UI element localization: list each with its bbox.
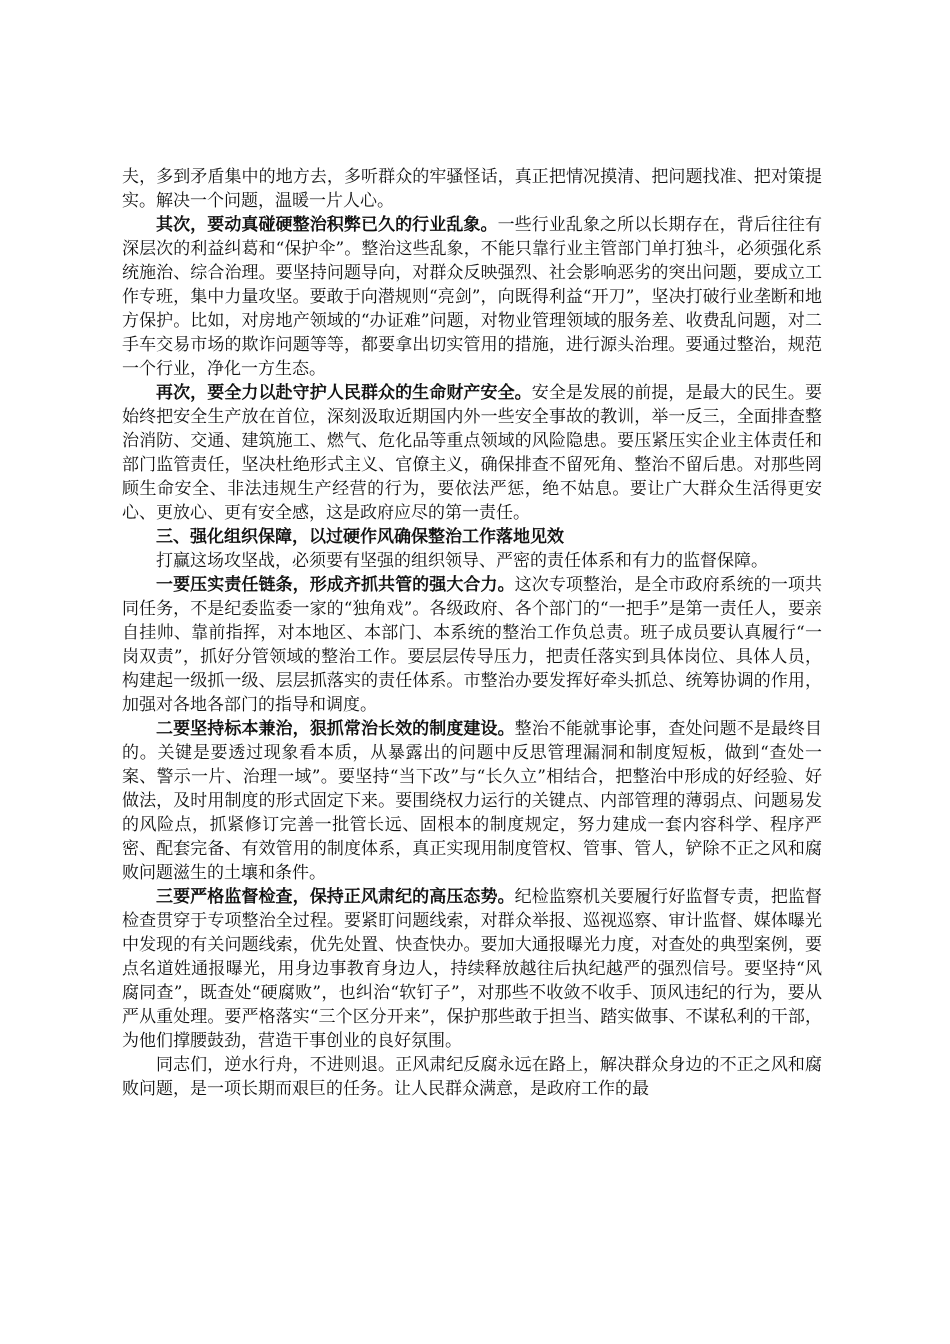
paragraph-intro	[122, 549, 822, 573]
paragraph-lead: 再次，要全力以赴守护人民群众的生命财产安全。	[156, 383, 532, 403]
paragraph-text: 安全是发展的前提，是最大的民生。要始终把安全生产放在首位，深刻汲取近期国内外一些安全事故的教训，举一反三，全面排查整治消防、交通、建筑施工、燃气、危化品等重点领域的风险隐患。要压紧压实企业主体责任和部门监管责任，坚决杜绝形式主义、官僚主义，确保排查不留死角、整治不留后患。对那些罔顾生命安全、非法违规生产经营的行为，要依法严惩，绝不姑息。要让广大群众生活得更安心、更放心、更有安全感，这是政府应尽的第一责任。	[122, 383, 823, 523]
paragraph-lead: 一要压实责任链条，形成齐抓共管的强大合力。	[156, 575, 515, 595]
paragraph-text: 一些行业乱象之所以长期存在，背后往往有深层次的利益纠葛和“保护伞”。整治这些乱象，不能只靠行业主管部门单打独斗，必须强化系统施治、综合治理。要坚持问题导向，对群众反映强烈、社会影响恶劣的突出问题，要成立工作专班，集中力量攻坚。要敢于向潜规则“亮剑”，向既得利益“开刀”，坚决打破行业垄断和地方保护。比如，对房地产领域的“办证难”问题，对物业管理领域的服务差、收费乱问题，对二手车交易市场的欺诈问题等等，都要拿出切实管用的措施，进行源头治理。要通过整治，规范一个行业，净化一方生态。	[122, 215, 822, 379]
paragraph-responsibility	[122, 573, 822, 717]
paragraph-text: 夫，多到矛盾集中的地方去，多听群众的牢骚怪话，真正把情况摸清、把问题找准、把对策提实。解决一个问题，温暖一片人心。	[122, 167, 822, 211]
document-page	[122, 165, 822, 1101]
paragraph-text: 这次专项整治，是全市政府系统的一项共同任务，不是纪委监委一家的“独角戏”。各级政府、各个部门的“一把手”是第一责任人，要亲自挂帅、靠前指挥，对本地区、本部门、本系统的整治工作负总责。班子成员要认真履行“一岗双责”，抓好分管领域的整治工作。要层层传导压力，把责任落实到具体岗位、具体人员，构建起一级抓一级、层层抓落实的责任体系。市整治办要发挥好牵头抓总、统筹协调的作用，加强对各地各部门的指导和调度。	[122, 575, 823, 715]
paragraph-continuation	[122, 165, 822, 213]
paragraph-institution	[122, 717, 822, 885]
paragraph-lead: 其次，要动真碰硬整治积弊已久的行业乱象。	[156, 215, 498, 235]
paragraph-supervision	[122, 885, 822, 1053]
paragraph-lead: 三要严格监督检查，保持正风肃纪的高压态势。	[156, 887, 515, 907]
paragraph-industry-chaos	[122, 213, 822, 381]
paragraph-text: 整治不能就事论事，查处问题不是最终目的。关键是要透过现象看本质，从暴露出的问题中反思管理漏洞和制度短板，做到“查处一案、警示一片、治理一域”。要坚持“当下改”与“长久立”相结合，把整治中形成的好经验、好做法，及时用制度的形式固定下来。要围绕权力运行的关键点、内部管理的薄弱点、问题易发的风险点，抓紧修订完善一批管长远、固根本的制度规定，努力建成一套内容科学、程序严密、配套完备、有效管用的制度体系，真正实现用制度管权、管事、管人，铲除不正之风和腐败问题滋生的土壤和条件。	[122, 719, 823, 883]
paragraph-closing	[122, 1053, 822, 1101]
section-heading: 三、强化组织保障，以过硬作风确保整治工作落地见效	[156, 527, 564, 547]
paragraph-safety	[122, 381, 822, 525]
paragraph-lead: 二要坚持标本兼治，狠抓常治长效的制度建设。	[156, 719, 515, 739]
paragraph-text: 打赢这场攻坚战，必须要有坚强的组织领导、严密的责任体系和有力的监督保障。	[156, 551, 768, 571]
paragraph-text: 纪检监察机关要履行好监督专责，把监督检查贯穿于专项整治全过程。要紧盯问题线索，对群众举报、巡视巡察、审计监督、媒体曝光中发现的有关问题线索，优先处置、快查快办。要加大通报曝光力度，对查处的典型案例，要点名道姓通报曝光，用身边事教育身边人，持续释放越往后执纪越严的强烈信号。要坚持“风腐同查”，既查处“硬腐败”，也纠治“软钉子”，对那些不收敛不收手、顶风违纪的行为，要从严从重处理。要严格落实“三个区分开来”，保护那些敢于担当、踏实做事、不谋私利的干部，为他们撑腰鼓劲，营造干事创业的良好氛围。	[122, 887, 823, 1051]
paragraph-text: 同志们，逆水行舟，不进则退。正风肃纪反腐永远在路上，解决群众身边的不正之风和腐败问题，是一项长期而艰巨的任务。让人民群众满意，是政府工作的最	[122, 1055, 822, 1099]
